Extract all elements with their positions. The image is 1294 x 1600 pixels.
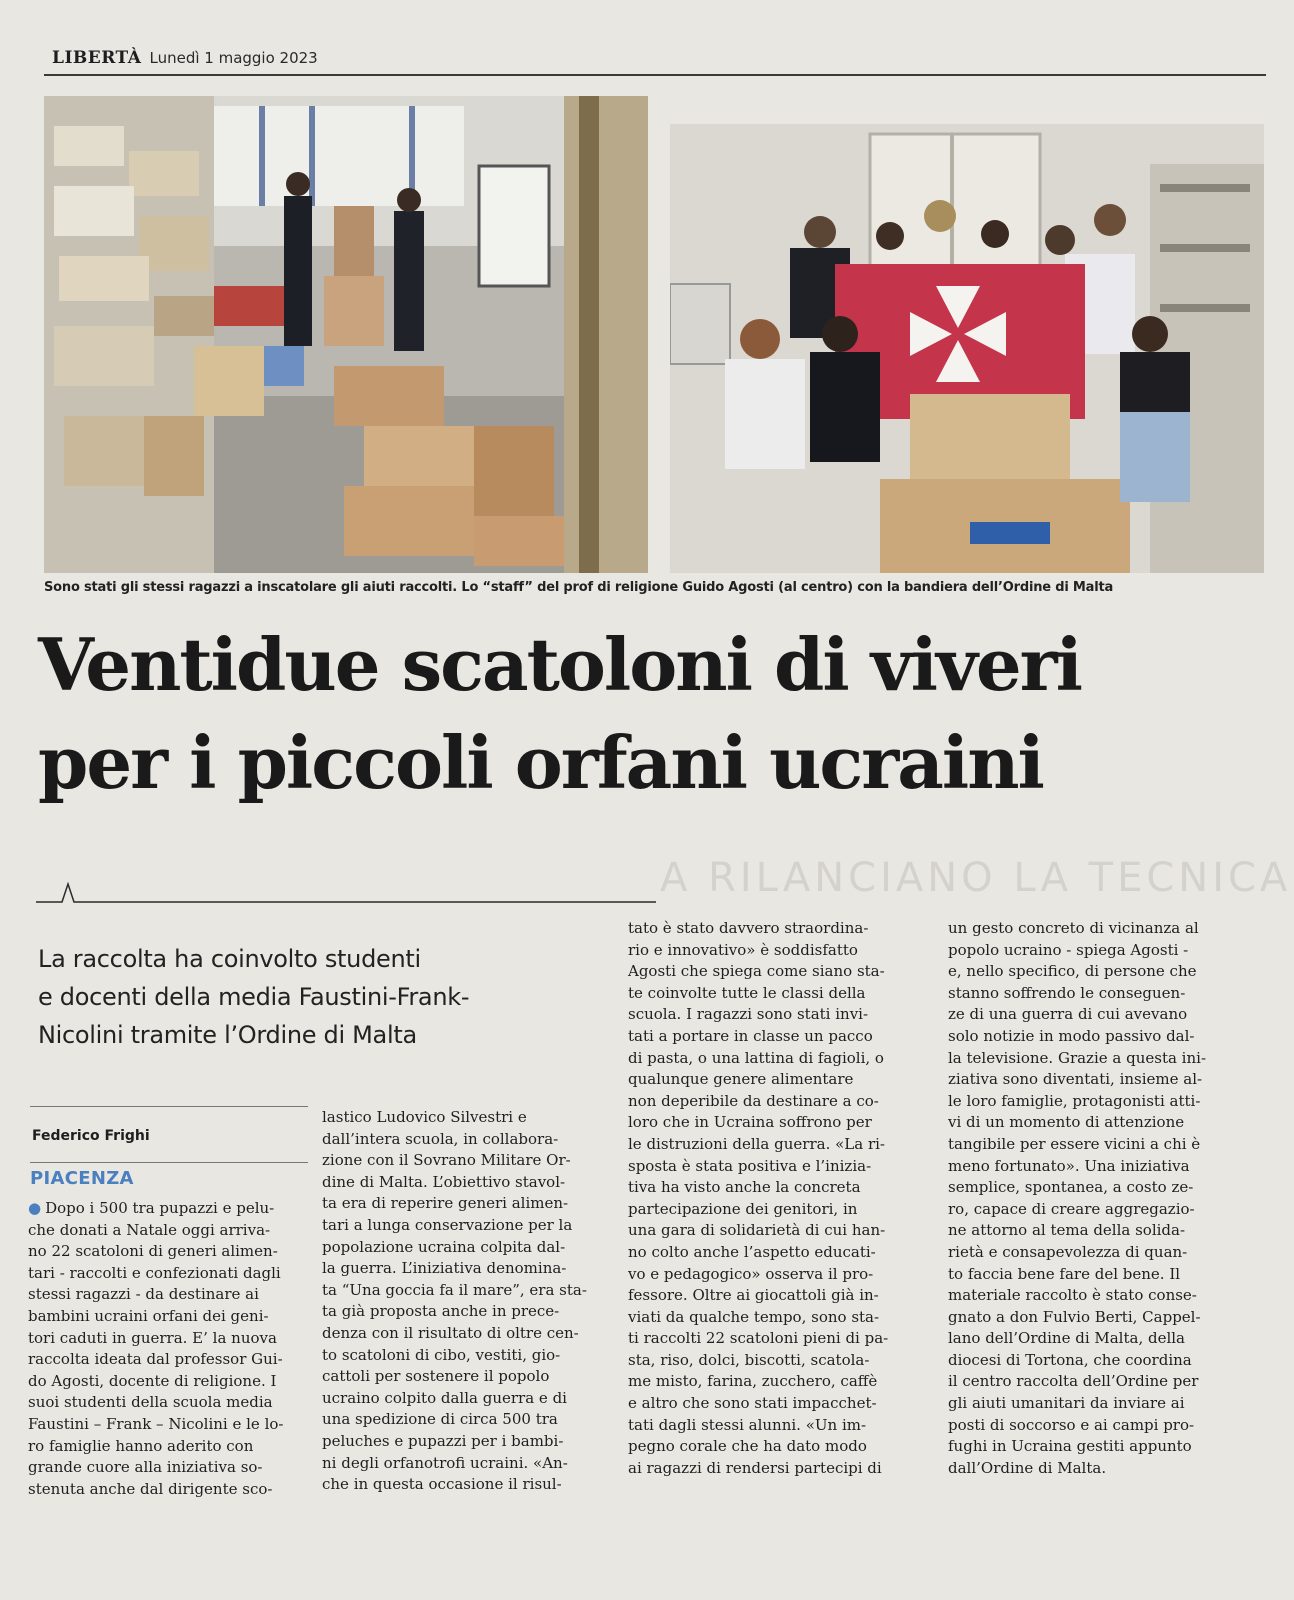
- article-line: stanno soffrendo le conseguen-: [948, 983, 1186, 1002]
- headline-line-1: Ventidue scatoloni di viveri: [38, 622, 1081, 707]
- article-line: Agosti che spiega come siano sta-: [628, 962, 885, 981]
- issue-date: Lunedì 1 maggio 2023: [149, 49, 318, 67]
- subhead-line-3: Nicolini tramite l’Ordine di Malta: [38, 1021, 417, 1049]
- article-line: ziativa sono diventati, insieme al-: [948, 1070, 1203, 1089]
- page-header: [52, 48, 318, 68]
- article-line: ni degli orfanotrofi ucraini. «An-: [322, 1453, 568, 1472]
- article-line: partecipazione dei genitori, in: [628, 1199, 858, 1218]
- article-line: ta “Una goccia fa il mare”, era sta-: [322, 1280, 587, 1299]
- article-line: tato è stato davvero straordina-: [628, 919, 869, 937]
- article-line: viati da qualche tempo, sono sta-: [628, 1307, 880, 1326]
- article-line: ucraino colpito dalla guerra e di: [322, 1388, 567, 1407]
- article-line: la guerra. L’iniziativa denomina-: [322, 1259, 567, 1278]
- article-line: lastico Ludovico Silvestri e: [322, 1108, 527, 1126]
- article-line: materiale raccolto è stato conse-: [948, 1286, 1197, 1305]
- article-line: te coinvolte tutte le classi della: [628, 983, 866, 1002]
- article-line: ta già proposta anche in prece-: [322, 1302, 560, 1321]
- photo-packing-boxes: [44, 96, 648, 573]
- article-line: bambini ucraini orfani dei geni-: [28, 1306, 269, 1325]
- article-line: una spedizione di circa 500 tra: [322, 1410, 558, 1429]
- article-line: denza con il risultato di oltre cen-: [322, 1323, 579, 1342]
- article-line: no colto anche l’aspetto educati-: [628, 1242, 876, 1261]
- article-line: Faustini – Frank – Nicolini e le lo-: [28, 1414, 284, 1433]
- article-line: vi di un momento di attenzione: [948, 1113, 1185, 1132]
- article-line: la televisione. Grazie a questa ini-: [948, 1048, 1207, 1067]
- article-column-1: [28, 1198, 308, 1500]
- article-line: rio e innovativo» è soddisfatto: [628, 940, 858, 959]
- headline-line-2: per i piccoli orfani ucraini: [38, 720, 1043, 805]
- article-line: to scatoloni di cibo, vestiti, gio-: [322, 1345, 561, 1364]
- article-line: qualunque genere alimentare: [628, 1070, 854, 1089]
- article-line: ta era di reperire generi alimen-: [322, 1194, 569, 1213]
- article-line: le loro famiglie, protagonisti atti-: [948, 1091, 1201, 1110]
- article-line: to faccia bene fare del bene. Il: [948, 1264, 1181, 1283]
- dateline-city: PIACENZA: [30, 1168, 134, 1189]
- article-line: rietà e consapevolezza di quan-: [948, 1242, 1188, 1261]
- article-line: cattoli per sostenere il popolo: [322, 1367, 550, 1386]
- headline: [38, 616, 1278, 812]
- article-line: peluches e pupazzi per i bambi-: [322, 1431, 564, 1450]
- article-line: ai ragazzi di rendersi partecipi di: [628, 1458, 882, 1477]
- article-line: diocesi di Tortona, che coordina: [948, 1350, 1192, 1369]
- article-column-4: [948, 918, 1248, 1479]
- article-line: suoi studenti della scuola media: [28, 1393, 273, 1412]
- article-line: tati a portare in classe un pacco: [628, 1026, 873, 1045]
- article-line: posti di soccorso e ai campi pro-: [948, 1415, 1195, 1434]
- article-line: un gesto concreto di vicinanza al: [948, 919, 1199, 937]
- subhead-line-1: La raccolta ha coinvolto studenti: [38, 945, 421, 973]
- article-line: popolazione ucraina colpita dal-: [322, 1237, 566, 1256]
- article-line: una gara di solidarietà di cui han-: [628, 1221, 886, 1240]
- subhead-line-2: e docenti della media Faustini-Frank-: [38, 983, 470, 1011]
- article-line: stenuta anche dal dirigente sco-: [28, 1479, 273, 1498]
- article-line: ti raccolti 22 scatoloni pieni di pa-: [628, 1329, 889, 1348]
- photo-students-flag: [670, 124, 1264, 573]
- article-line: dall’intera scuola, in collabora-: [322, 1129, 559, 1148]
- article-line: fughi in Ucraina gestiti appunto: [948, 1437, 1192, 1456]
- article-line: meno fortunato». Una iniziativa: [948, 1156, 1190, 1175]
- article-line: tiva ha visto anche la concreta: [628, 1178, 861, 1197]
- article-line: ro, capace di creare aggregazio-: [948, 1199, 1195, 1218]
- newspaper-brand: LIBERTÀ: [52, 48, 142, 68]
- article-line: tangibile per essere vicini a chi è: [948, 1134, 1201, 1153]
- article-line: gnato a don Fulvio Berti, Cappel-: [948, 1307, 1201, 1326]
- article-line: zione con il Sovrano Militare Or-: [322, 1151, 571, 1170]
- article-line: sta, riso, dolci, biscotti, scatola-: [628, 1350, 870, 1369]
- article-line: ze di una guerra di cui avevano: [948, 1005, 1188, 1024]
- bleed-through-text: A RILANCIANO LA TECNICA: [660, 855, 1292, 901]
- header-rule: [44, 74, 1266, 76]
- article-line: e altro che sono stati impacchet-: [628, 1394, 877, 1413]
- article-line: stessi ragazzi - da destinare ai: [28, 1285, 259, 1304]
- article-column-3: [628, 918, 922, 1479]
- article-line: il centro raccolta dell’Ordine per: [948, 1372, 1199, 1391]
- byline-rule-top: [30, 1106, 308, 1107]
- article-line: dall’Ordine di Malta.: [948, 1458, 1107, 1477]
- byline-rule-bottom: [30, 1162, 308, 1163]
- article-line: no 22 scatoloni di generi alimen-: [28, 1242, 278, 1261]
- author-name: Federico Frighi: [32, 1128, 150, 1144]
- article-line: fessore. Oltre ai giocattoli già in-: [628, 1286, 879, 1305]
- subheadline: [38, 940, 578, 1054]
- decorative-divider: [36, 880, 656, 910]
- article-line: che donati a Natale oggi arriva-: [28, 1220, 271, 1239]
- article-line: ro famiglie hanno aderito con: [28, 1436, 254, 1455]
- bullet-icon: ●: [28, 1199, 42, 1217]
- article-line: semplice, spontanea, a costo ze-: [948, 1178, 1194, 1197]
- article-line: grande cuore alla iniziativa so-: [28, 1458, 263, 1477]
- article-line: raccolta ideata dal professor Gui-: [28, 1350, 283, 1369]
- article-column-2: [322, 1107, 612, 1496]
- article-line: e, nello specifico, di persone che: [948, 962, 1197, 981]
- article-line: popolo ucraino - spiega Agosti -: [948, 940, 1189, 959]
- article-line: tori caduti in guerra. E’ la nuova: [28, 1328, 277, 1347]
- article-line: le distruzioni della guerra. «La ri-: [628, 1134, 885, 1153]
- article-line: lano dell’Ordine di Malta, della: [948, 1329, 1186, 1348]
- article-line: loro che in Ucraina soffrono per: [628, 1113, 872, 1132]
- article-line: me misto, farina, zucchero, caffè: [628, 1372, 878, 1391]
- article-line: do Agosti, docente di religione. I: [28, 1371, 277, 1390]
- photo-caption: Sono stati gli stessi ragazzi a inscatolare gli aiuti raccolti. Lo “staff” del prof di religione Guido Agosti (al centro) con la bandiera dell’Ordine di Malta: [44, 580, 1114, 595]
- article-line: pegno corale che ha dato modo: [628, 1437, 867, 1456]
- article-line: ne attorno al tema della solida-: [948, 1221, 1186, 1240]
- article-line: non deperibile da destinare a co-: [628, 1091, 879, 1110]
- article-line: tari a lunga conservazione per la: [322, 1215, 573, 1234]
- article-line-text: Dopo i 500 tra pupazzi e pelu-: [45, 1199, 275, 1217]
- article-line: di pasta, o una lattina di fagioli, o: [628, 1048, 884, 1067]
- article-line: [28, 1198, 308, 1220]
- article-line: dine di Malta. L’obiettivo stavol-: [322, 1172, 566, 1191]
- article-line: gli aiuti umanitari da inviare ai: [948, 1394, 1185, 1413]
- article-line: scuola. I ragazzi sono stati invi-: [628, 1005, 869, 1024]
- article-line: che in questa occasione il risul-: [322, 1475, 562, 1494]
- article-line: solo notizie in modo passivo dal-: [948, 1026, 1195, 1045]
- article-line: sposta è stata positiva e l’inizia-: [628, 1156, 872, 1175]
- article-line: vo e pedagogico» osserva il pro-: [628, 1264, 874, 1283]
- article-line: tati dagli stessi alunni. «Un im-: [628, 1415, 867, 1434]
- article-line: tari - raccolti e confezionati dagli: [28, 1263, 281, 1282]
